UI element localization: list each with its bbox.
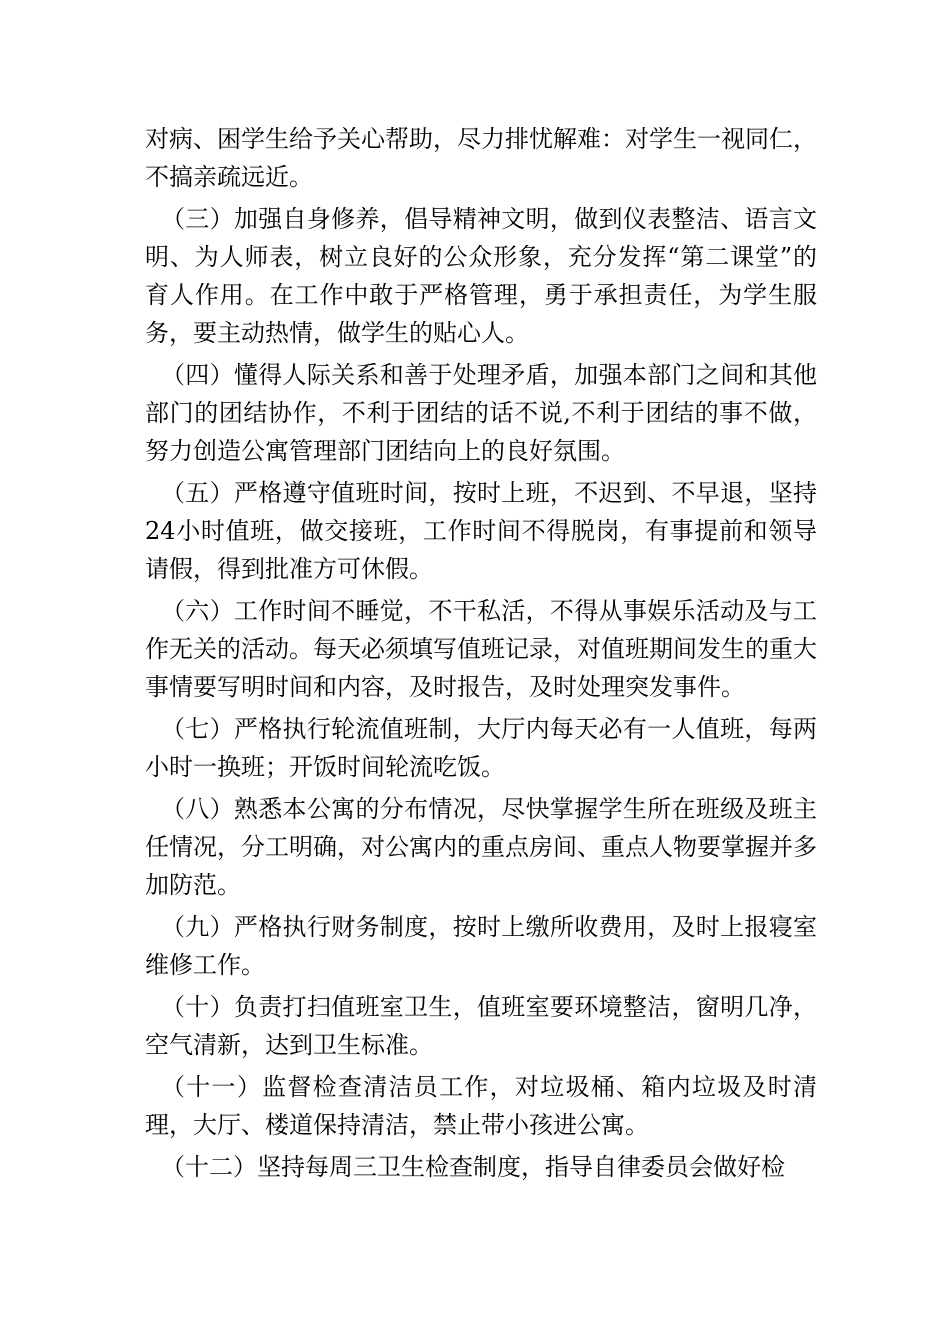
document-page	[145, 120, 817, 1186]
paragraph-item-9: （九）严格执行财务制度，按时上缴所收费用，及时上报寝室维修工作。	[145, 913, 817, 979]
paragraph-item-10: （十）负责打扫值班室卫生，值班室要环境整洁，窗明几净，空气清新，达到卫生标准。	[145, 993, 817, 1059]
paragraph-item-5: （五）严格遵守值班时间，按时上班，不迟到、不早退，坚持24小时值班，做交接班，工作时间不得脱岗，有事提前和领导请假，得到批准方可休假。	[145, 479, 817, 583]
paragraph-item-7: （七）严格执行轮流值班制，大厅内每天必有一人值班，每两小时一换班；开饭时间轮流吃饭。	[145, 715, 817, 781]
paragraph-item-4: （四）懂得人际关系和善于处理矛盾，加强本部门之间和其他部门的团结协作，不利于团结的话不说,不利于团结的事不做，努力创造公寓管理部门团结向上的良好氛围。	[145, 361, 817, 465]
paragraph-item-12: （十二）坚持每周三卫生检查制度，指导自律委员会做好检	[161, 1153, 785, 1181]
paragraph-item-6: （六）工作时间不睡觉，不干私活，不得从事娱乐活动及与工作无关的活动。每天必须填写值班记录，对值班期间发生的重大事情要写明时间和内容，及时报告，及时处理突发事件。	[145, 597, 817, 701]
paragraph-item-11: （十一）监督检查清洁员工作，对垃圾桶、箱内垃圾及时清理，大厅、楼道保持清洁，禁止带小孩进公寓。	[145, 1073, 817, 1139]
paragraph-item-8: （八）熟悉本公寓的分布情况，尽快掌握学生所在班级及班主任情况，分工明确，对公寓内的重点房间、重点人物要掌握并多加防范。	[145, 795, 817, 899]
paragraph-item-3: （三）加强自身修养，倡导精神文明，做到仪表整洁、语言文明、为人师表，树立良好的公众形象，充分发挥“第二课堂”的育人作用。在工作中敢于严格管理，勇于承担责任，为学生服务，要主动热情，做学生的贴心人。	[145, 205, 817, 347]
paragraph-continuation: 对病、困学生给予关心帮助，尽力排忧解难：对学生一视同仁，不搞亲疏远近。	[145, 125, 817, 191]
